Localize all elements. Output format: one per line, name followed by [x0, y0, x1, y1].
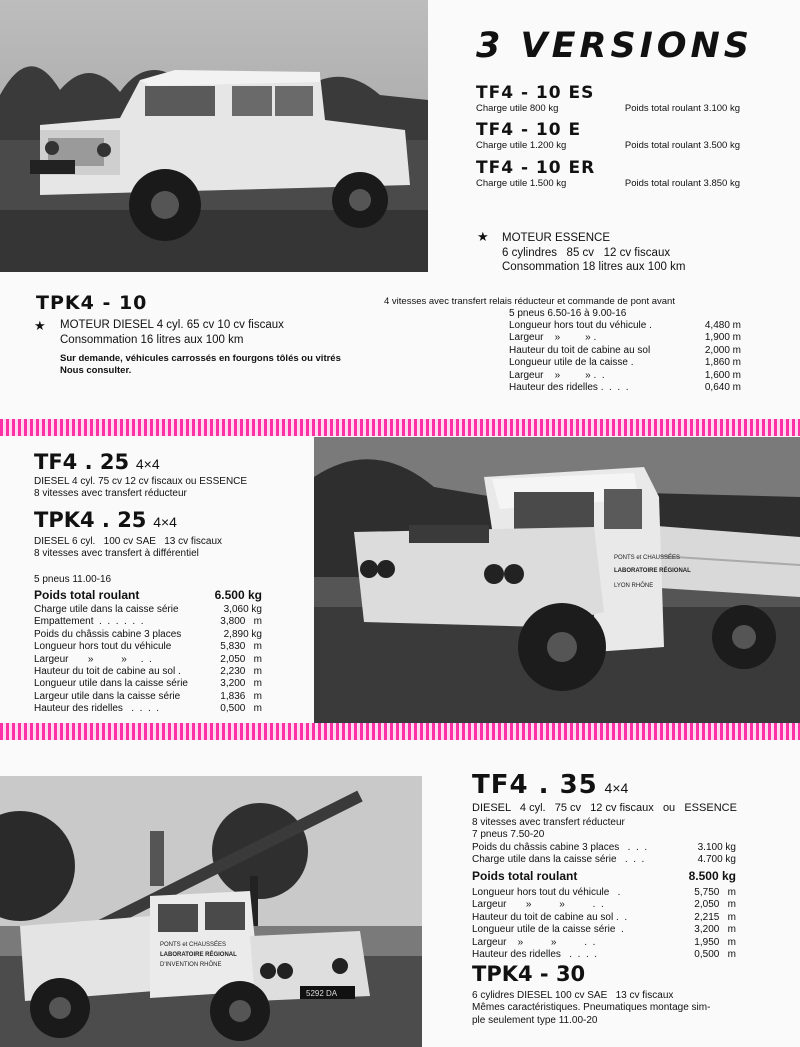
spec-dots: .: [590, 332, 597, 344]
spec-label: Largeur » »: [509, 369, 591, 381]
spec-dots: . .: [590, 369, 605, 381]
spec-value: 2,890 kg: [223, 628, 262, 640]
spec-dots: .: [627, 357, 634, 369]
s3-total-weight: [472, 869, 736, 883]
tf4-25-drive: 4×4: [135, 456, 160, 472]
spec-value: 2,050 m: [220, 653, 262, 665]
spec-label: Hauteur du toit de cabine au sol .: [34, 666, 181, 678]
spec-value: 2,215 m: [694, 911, 736, 923]
tf4-25-gearbox: 8 vitesses avec transfert réducteur: [34, 488, 187, 500]
spec-label: Charge utile dans la caisse série . . .: [472, 854, 645, 866]
tf4-35-title: [472, 770, 628, 800]
door-lettering-line2: LABORATOIRE RÉGIONAL: [160, 952, 237, 958]
spec-row: [472, 842, 736, 854]
tpk4-30-desc: [472, 990, 710, 1027]
tpk4-25-title: [34, 508, 177, 532]
pink-divider-bottom: [0, 723, 800, 740]
spec-row: [34, 666, 262, 678]
door-lettering-line1: PONTS et CHAUSSÉES: [160, 942, 227, 948]
spec-row: [472, 899, 736, 911]
s3-total-weight-label: Poids total roulant: [472, 869, 578, 883]
version-es-load: Charge utile 800 kg: [476, 103, 559, 114]
spec-value: 2,230 m: [220, 666, 262, 678]
spec-label: Largeur » » . .: [34, 653, 152, 665]
spec-row: [509, 345, 741, 357]
spec-row: [509, 332, 741, 344]
spec-value: 2,000 m: [704, 344, 741, 356]
tf4-25-desc: [34, 476, 247, 501]
spec-label: Longueur utile de la caisse série .: [472, 924, 624, 936]
spec-row: [472, 854, 736, 866]
tf4-35-desc: [472, 817, 625, 842]
s3-weights: [472, 842, 736, 867]
s1-tyres: 5 pneus 6.50-16 à 9.00-16: [509, 308, 627, 319]
diesel-engine-spec: MOTEUR DIESEL 4 cyl. 65 cv 10 cv fiscaux: [60, 319, 284, 331]
spec-row: [34, 678, 262, 690]
version-er-specs: [476, 178, 740, 190]
spec-label: Largeur » » . .: [472, 899, 604, 911]
tf4-35-drive: 4×4: [604, 780, 629, 796]
spec-value: 5,750 m: [694, 887, 736, 898]
spec-value: 3,060 kg: [223, 604, 262, 615]
tf4-35-engine: DIESEL 4 cyl. 75 cv 12 cv fiscaux ou ESSENCE: [472, 802, 737, 814]
spec-label: Charge utile dans la caisse série: [34, 604, 179, 615]
tpk4-10-title: TPK4 - 10: [36, 292, 148, 314]
s1-gearbox: 4 vitesses avec transfert relais réducteur et commande de pont avant: [384, 296, 675, 307]
tf4-25-engine: DIESEL 4 cyl. 75 cv 12 cv fiscaux ou ESSENCE: [34, 476, 248, 487]
spec-value: 3,200 m: [694, 924, 736, 936]
s1-spec-table: [509, 320, 741, 394]
version-model-e: TF4 - 10 E: [476, 120, 582, 141]
spec-label: Longueur utile de la caisse: [509, 357, 628, 369]
spec-row: [509, 382, 741, 394]
spec-dots: .: [646, 320, 652, 331]
tf4-35-model: TF4 . 35: [472, 770, 598, 800]
petrol-engine-block: [502, 231, 685, 275]
s3-total-weight-value: 8.500 kg: [688, 869, 736, 883]
tf4-35-tyres: 7 pneus 7.50-20: [472, 829, 545, 841]
custom-body-note-line2: Nous consulter.: [60, 365, 132, 376]
spec-row: [472, 949, 736, 961]
photo-crane-truck: [0, 776, 422, 1047]
spec-row: [472, 924, 736, 936]
spec-value: 1,836 m: [220, 690, 262, 702]
spec-label: Longueur hors tout du véhicule: [34, 641, 172, 653]
spec-label: Poids du châssis cabine 3 places: [34, 628, 182, 640]
spec-label: Largeur utile dans la caisse série: [34, 690, 181, 702]
spec-label: Largeur » » . .: [472, 936, 596, 948]
spec-value: 3.100 kg: [697, 842, 736, 853]
spec-label: Longueur hors tout du véhicule .: [472, 887, 621, 898]
spec-value: 1,860 m: [704, 357, 741, 369]
spec-row: [509, 320, 741, 332]
s2-total-weight: [34, 588, 262, 602]
spec-label: Largeur » »: [509, 332, 591, 344]
tf4-25-title: [34, 450, 160, 474]
star-icon: ★: [477, 229, 489, 244]
versions-list: [476, 84, 766, 190]
tf4-25-model: TF4 . 25: [34, 450, 130, 474]
tf4-35-gearbox: 8 vitesses avec transfert réducteur: [472, 817, 625, 828]
version-model-es: TF4 - 10 ES: [476, 83, 595, 103]
version-es-total: Poids total roulant 3.100 kg: [624, 103, 740, 114]
spec-label: Hauteur des ridelles . . . .: [472, 949, 598, 961]
photo-double-cab-truck: [0, 0, 428, 272]
tpk4-25-engine: DIESEL 6 cyl. 100 cv SAE 13 cv fiscaux: [34, 536, 223, 547]
spec-row: [472, 937, 736, 949]
door-lettering-line3: D'INVENTION RHÔNE: [160, 962, 222, 968]
diesel-consumption: Consommation 16 litres aux 100 km: [60, 333, 244, 346]
spec-value: 0,640 m: [704, 382, 741, 394]
version-e-load: Charge utile 1.200 kg: [476, 140, 567, 152]
version-er-load: Charge utile 1.500 kg: [476, 177, 567, 189]
version-es-specs: [476, 103, 740, 115]
version-er-total: Poids total roulant 3.850 kg: [624, 177, 740, 189]
tpk4-30-note-line2: ple seulement type 11.00-20: [472, 1014, 598, 1026]
spec-value: 3,200 m: [220, 678, 262, 690]
spec-row: [509, 357, 741, 369]
spec-value: 3,800 m: [220, 616, 262, 628]
tpk4-30-title: TPK4 - 30: [472, 962, 586, 986]
spec-label: Hauteur du toit de cabine au sol: [509, 344, 651, 356]
spec-value: 2,050 m: [694, 899, 736, 911]
s2-total-weight-label: Poids total roulant: [34, 588, 140, 602]
tpk4-25-desc: [34, 536, 222, 561]
spec-value: 0,500 m: [694, 949, 736, 961]
spec-value: 5,830 m: [220, 641, 262, 653]
spec-row: [472, 912, 736, 924]
tpk4-25-model: TPK4 . 25: [34, 508, 147, 532]
spec-row: [34, 654, 262, 666]
tpk4-25-drive: 4×4: [153, 514, 177, 530]
license-plate: 5292 DA: [306, 989, 338, 998]
s2-tyres: 5 pneus 11.00-16: [34, 574, 112, 585]
spec-row: [34, 691, 262, 703]
spec-label: Hauteur des ridelles . . . .: [34, 703, 160, 715]
spec-row: [34, 641, 262, 653]
spec-value: 1,950 m: [694, 936, 736, 948]
spec-value: 4,480 m: [704, 320, 741, 331]
tpk4-30-engine: 6 cylidres DIESEL 100 cv SAE 13 cv fiscaux: [472, 990, 674, 1001]
pink-divider-top: [0, 419, 800, 436]
spec-row: [34, 616, 262, 628]
version-e-total: Poids total roulant 3.500 kg: [624, 140, 740, 152]
custom-body-note-line1: Sur demande, véhicules carrossés en fourgons tôlés ou vitrés: [60, 353, 341, 364]
star-icon: ★: [34, 318, 46, 333]
spec-row: [34, 703, 262, 715]
spec-value: 4.700 kg: [697, 854, 736, 866]
tpk4-25-gearbox: 8 vitesses avec transfert à différentiel: [34, 548, 199, 560]
spec-row: [34, 604, 262, 616]
spec-label: Longueur hors tout du véhicule: [509, 320, 647, 331]
tpk4-30-note-line1: Mêmes caractéristiques. Pneumatiques montage sim-: [472, 1002, 711, 1014]
spec-label: Poids du châssis cabine 3 places . . .: [472, 842, 648, 853]
petrol-consumption: Consommation 18 litres aux 100 km: [502, 261, 686, 273]
spec-label: Hauteur des ridelles: [509, 382, 598, 394]
petrol-engine-title: MOTEUR ESSENCE: [502, 232, 610, 244]
door-lettering-line3: LYON RHÔNE: [614, 583, 654, 589]
custom-body-note: [60, 353, 341, 377]
spec-row: [34, 629, 262, 641]
spec-value: 1,900 m: [704, 332, 741, 344]
s3-spec-table: [472, 887, 736, 961]
door-lettering-line2: LABORATOIRE RÉGIONAL: [614, 568, 691, 574]
petrol-engine-spec: 6 cylindres 85 cv 12 cv fiscaux: [502, 246, 671, 259]
s2-spec-table: [34, 604, 262, 716]
spec-label: Hauteur du toit de cabine au sol . .: [472, 911, 628, 923]
door-lettering-line1: PONTS et CHAUSSÉES: [614, 555, 681, 561]
spec-value: 1,600 m: [704, 369, 741, 381]
spec-row: [472, 887, 736, 899]
photo-dropside-truck: [314, 437, 800, 723]
s2-total-weight-value: 6.500 kg: [214, 588, 262, 602]
spec-value: 0,500 m: [220, 703, 262, 715]
diesel-engine-block: [60, 318, 284, 347]
version-model-er: TF4 - 10 ER: [476, 157, 596, 178]
version-e-specs: [476, 140, 740, 152]
spec-label: Longueur utile dans la caisse série: [34, 678, 188, 690]
spec-label: Empattement . . . . . .: [34, 616, 144, 628]
page-title: 3 VERSIONS: [476, 26, 753, 66]
spec-row: [509, 370, 741, 382]
spec-dots: . . . .: [597, 382, 629, 394]
